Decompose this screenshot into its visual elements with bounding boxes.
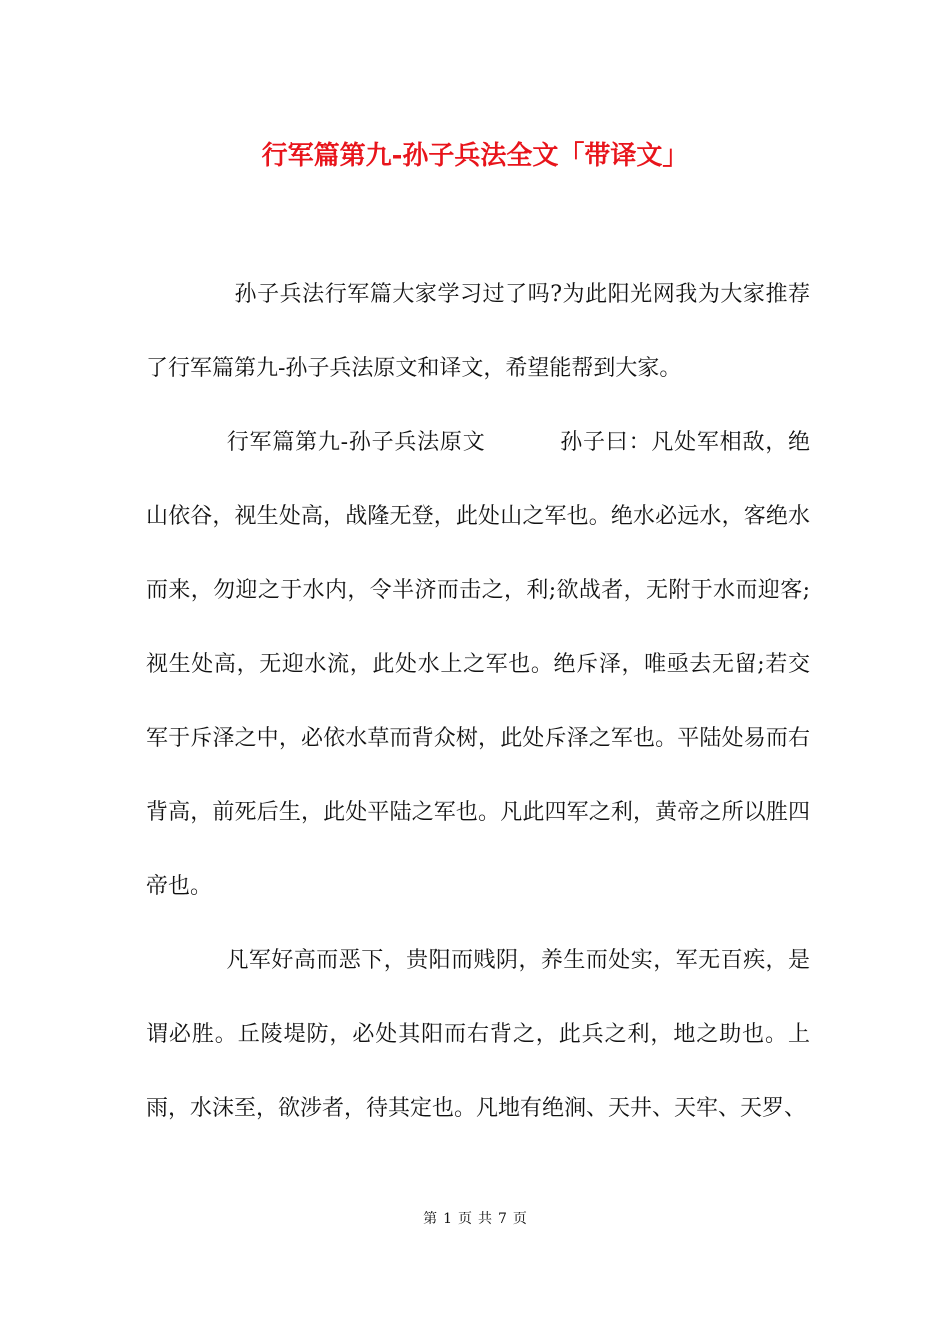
footer-label-unit-end: 页 (512, 1211, 527, 1227)
footer-total-pages: 7 (498, 1211, 507, 1227)
original-heading: 行军篇第九-孙子兵法原文 (226, 430, 486, 455)
document-title: 行军篇第九-孙子兵法全文「带译文」 (261, 141, 689, 171)
footer-label-page: 第 (423, 1211, 438, 1227)
footer-current-page: 1 (443, 1211, 452, 1227)
original-text-paragraph (146, 406, 810, 924)
page-footer (0, 1208, 950, 1228)
third-paragraph (146, 924, 810, 1146)
footer-label-total: 共 (478, 1211, 492, 1227)
intro-text: 孙子兵法行军篇大家学习过了吗?为此阳光网我为大家推荐了行军篇第九-孙子兵法原文和译文，希望能帮到大家。 (146, 282, 810, 381)
intro-paragraph (146, 258, 810, 406)
original-text: 孙子曰：凡处军相敌，绝山依谷，视生处高，战隆无登，此处山之军也。绝水必远水，客绝水而来，勿迎之于水内，令半济而击之，利;欲战者，无附于水而迎客;视生处高，无迎水流，此处水上之军也。绝斥泽，唯亟去无留;若交军于斥泽之中，必依水草而背众树，此处斥泽之军也。平陆处易而右背高，前死后生，此处平陆之军也。凡此四军之利，黄帝之所以胜四帝也。 (146, 430, 810, 899)
third-text: 凡军好高而恶下，贵阳而贱阴，养生而处实，军无百疾，是谓必胜。丘陵堤防，必处其阳而右背之，此兵之利，地之助也。上雨，水沫至，欲涉者，待其定也。凡地有绝涧、天井、天牢、天罗、 (146, 948, 810, 1121)
footer-label-unit: 页 (458, 1211, 472, 1227)
